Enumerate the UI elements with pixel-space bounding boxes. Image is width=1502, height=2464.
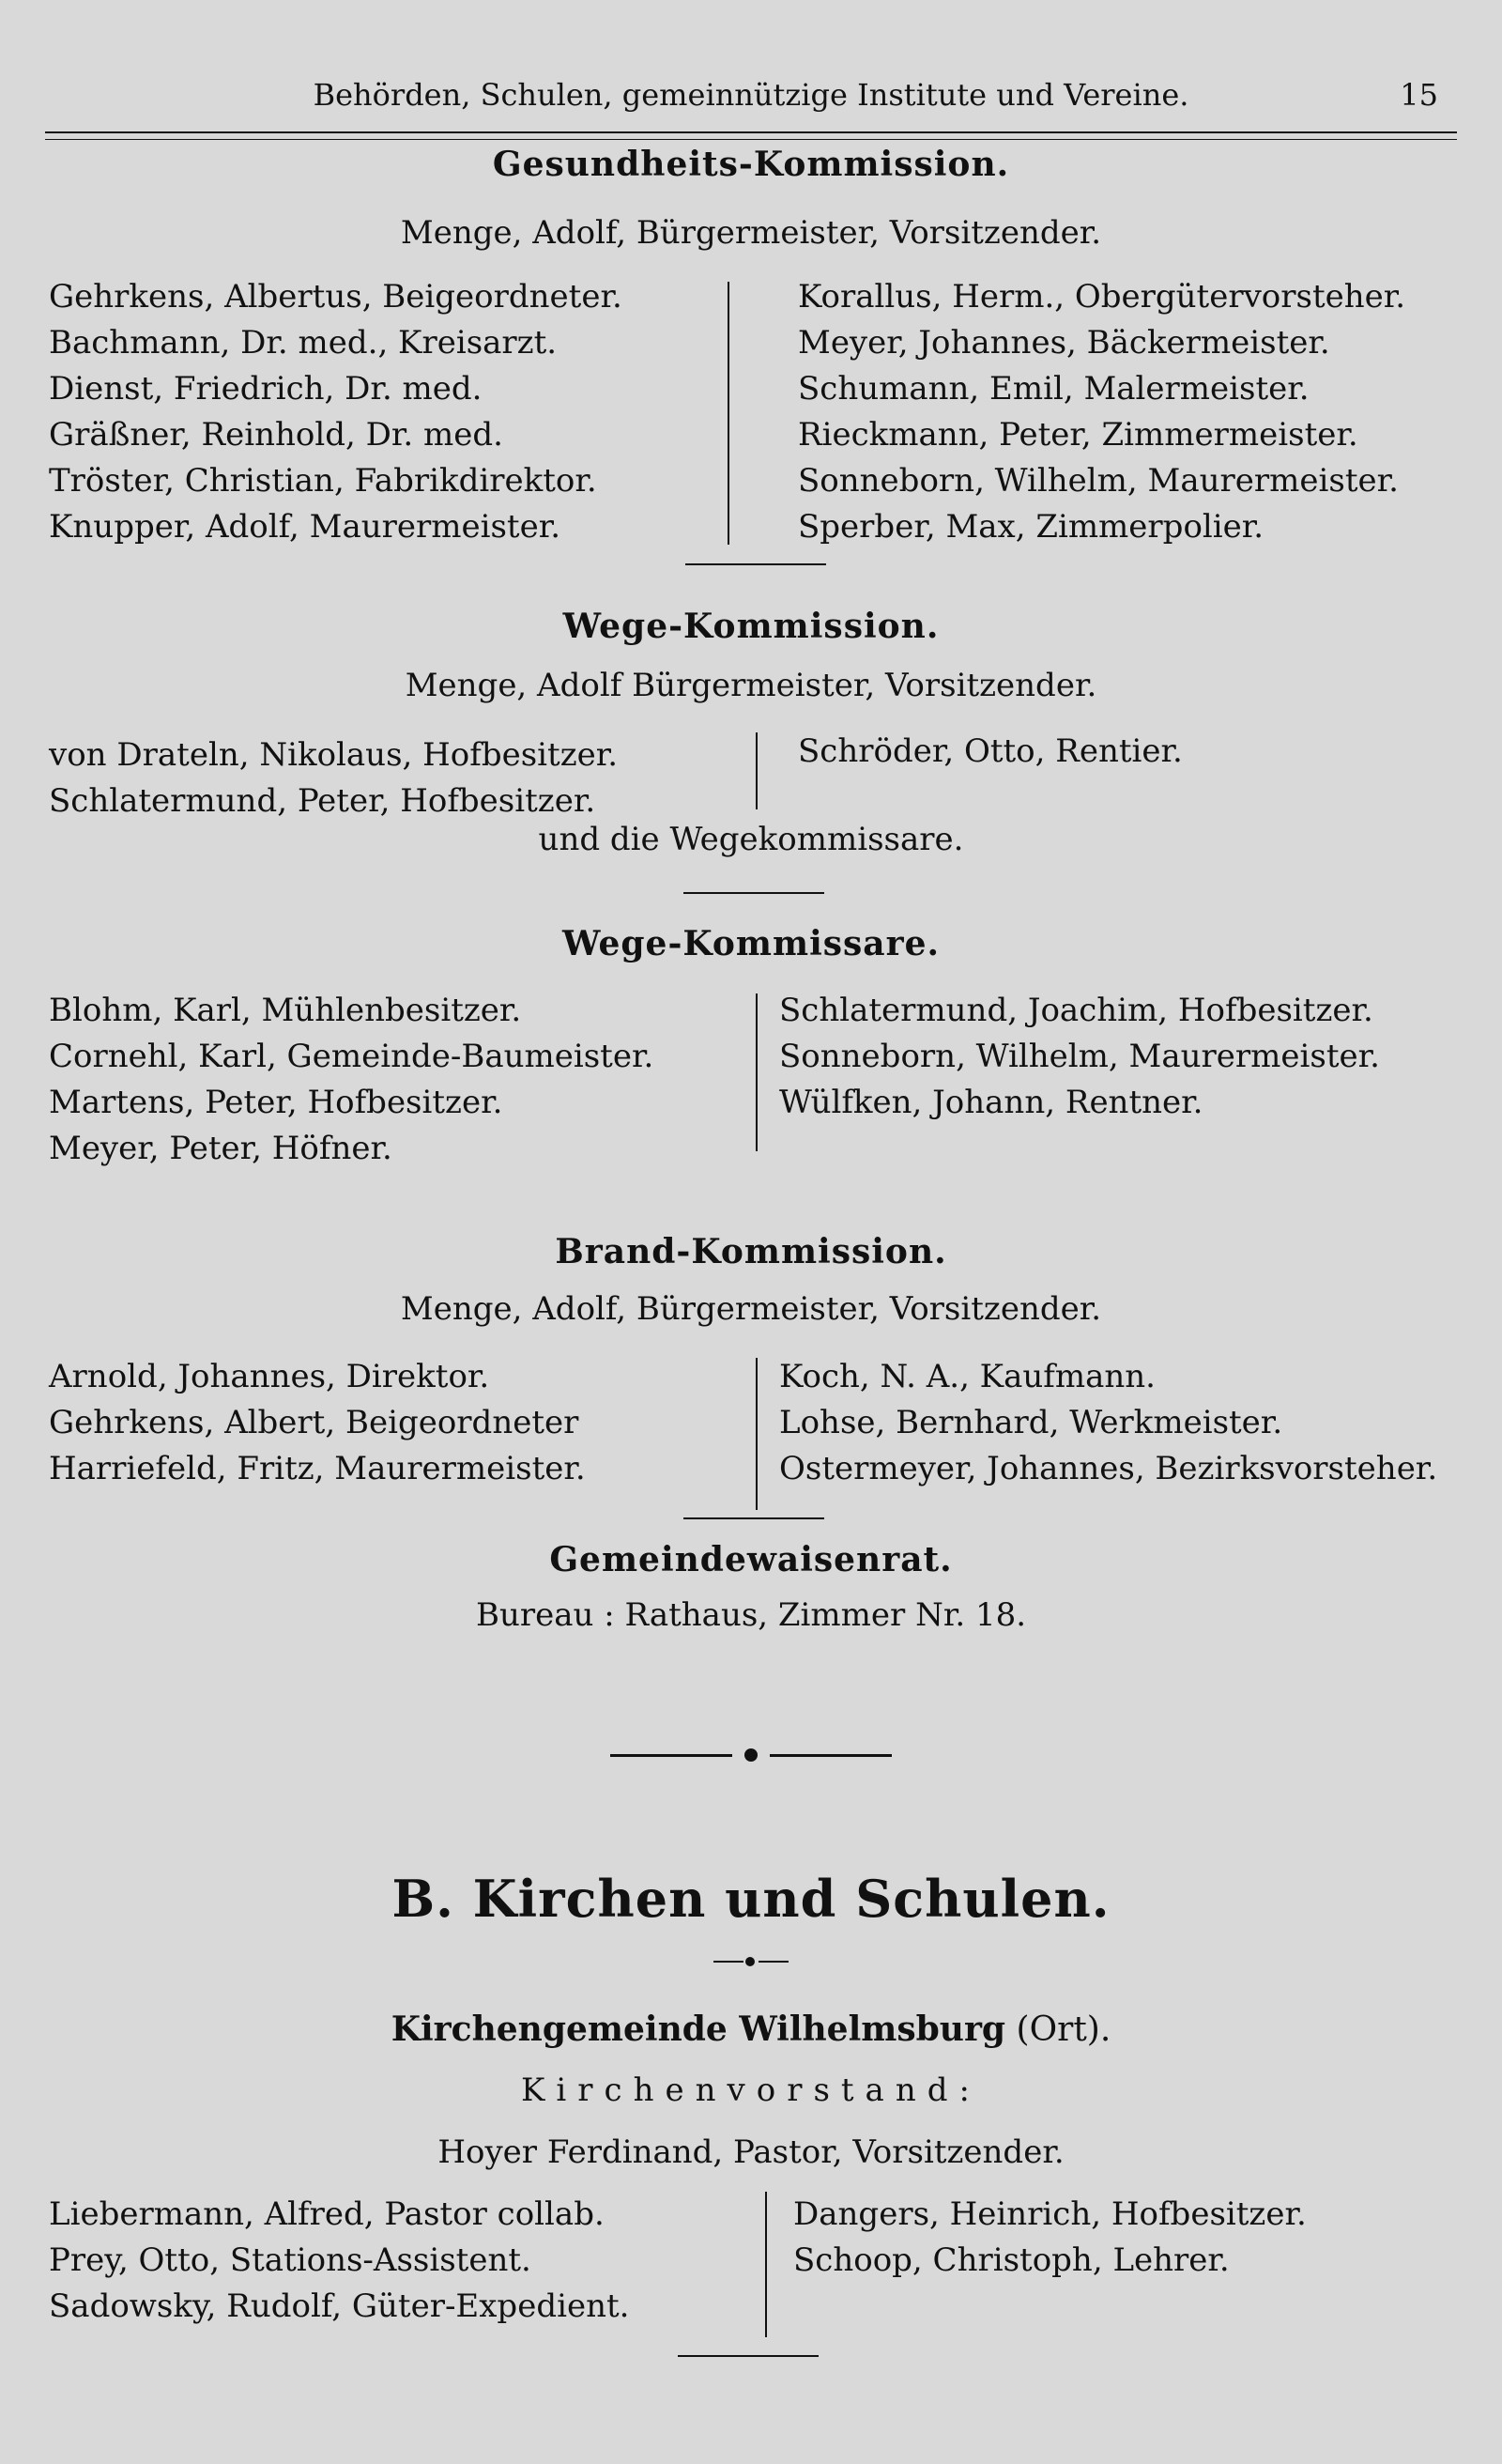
- member-entry: Meyer, Peter, Höfner.: [49, 1130, 392, 1167]
- member-entry: Sperber, Max, Zimmerpolier.: [798, 508, 1264, 546]
- section-separator: [678, 2355, 819, 2357]
- member-entry: Sonneborn, Wilhelm, Maurermeister.: [798, 462, 1399, 500]
- member-entry: Schumann, Emil, Malermeister.: [798, 370, 1310, 408]
- brand-chair: Menge, Adolf, Bürgermeister, Vorsitzender.: [400, 1290, 1102, 1328]
- member-entry: Arnold, Johannes, Direktor.: [49, 1358, 490, 1395]
- member-entry: Schlatermund, Joachim, Hofbesitzer.: [779, 992, 1373, 1029]
- gesundheit-left-column: [49, 274, 622, 550]
- brand-right-column: [779, 1354, 1437, 1492]
- member-entry: Gehrkens, Albert, Beigeordneter: [49, 1404, 579, 1441]
- member-entry: Meyer, Johannes, Bäckermeister.: [798, 324, 1330, 362]
- kirchengemeinde-left-column: [49, 2192, 629, 2330]
- member-entry: Gräßner, Reinhold, Dr. med.: [49, 416, 503, 454]
- member-entry: Prey, Otto, Stations-Assistent.: [49, 2241, 531, 2279]
- member-entry: Schlatermund, Peter, Hofbesitzer.: [49, 782, 596, 820]
- header-title: Behörden, Schulen, gemeinnützige Institute und Vereine.: [313, 77, 1189, 113]
- page-number: 15: [1400, 77, 1438, 113]
- member-entry: Ostermeyer, Johannes, Bezirksvorsteher.: [779, 1450, 1438, 1487]
- wege-chair: Menge, Adolf Bürgermeister, Vorsitzender.: [405, 667, 1097, 704]
- member-entry: Korallus, Herm., Obergütervorsteher.: [798, 278, 1406, 316]
- member-entry: Sonneborn, Wilhelm, Maurermeister.: [779, 1038, 1380, 1075]
- ornament-small: [713, 1953, 789, 1972]
- ornament-divider: [610, 1747, 892, 1765]
- header-rule: [45, 131, 1457, 133]
- member-entry: Blohm, Karl, Mühlenbesitzer.: [49, 992, 522, 1029]
- section-title-brand: Brand-Kommission.: [555, 1232, 947, 1271]
- ornament-bar: [770, 1754, 892, 1757]
- member-entry: Dienst, Friedrich, Dr. med.: [49, 370, 483, 408]
- wegekommissare-left-column: [49, 988, 653, 1172]
- ornament-bar: [759, 1961, 789, 1963]
- member-entry: Cornehl, Karl, Gemeinde-Baumeister.: [49, 1038, 654, 1075]
- section-title-gesundheit: Gesundheits-Kommission.: [492, 145, 1010, 184]
- member-entry: Rieckmann, Peter, Zimmermeister.: [798, 416, 1358, 454]
- member-entry: Gehrkens, Albertus, Beigeordneter.: [49, 278, 622, 316]
- wegekommissare-right-column: [779, 988, 1380, 1126]
- ornament-dot: [745, 1957, 755, 1966]
- section-separator: [685, 563, 826, 565]
- member-entry: Lohse, Bernhard, Werkmeister.: [779, 1404, 1283, 1441]
- member-entry: Dangers, Heinrich, Hofbesitzer.: [793, 2195, 1307, 2233]
- member-entry: von Drateln, Nikolaus, Hofbesitzer.: [49, 736, 619, 774]
- member-entry: Wülfken, Johann, Rentner.: [779, 1084, 1203, 1121]
- section-title-waisenrat: Gemeindewaisenrat.: [549, 1540, 953, 1579]
- kirchenvorstand-subtitle: Kirchenvorstand:: [521, 2071, 981, 2109]
- member-entry: Sadowsky, Rudolf, Güter-Expedient.: [49, 2287, 630, 2325]
- wege-right-column: [798, 729, 1183, 775]
- running-header: [45, 73, 1457, 120]
- gesundheit-chair: Menge, Adolf, Bürgermeister, Vorsitzender.: [400, 214, 1102, 252]
- section-b-heading: B. Kirchen und Schulen.: [391, 1869, 1111, 1929]
- column-divider: [756, 732, 758, 809]
- column-divider: [756, 993, 758, 1151]
- kirchengemeinde-suffix: (Ort).: [1005, 2010, 1111, 2049]
- header-rule-thin: [45, 139, 1457, 140]
- member-entry: Schröder, Otto, Rentier.: [798, 732, 1183, 770]
- wege-footer: und die Wegekommissare.: [538, 821, 964, 858]
- ornament-dot: [744, 1748, 758, 1762]
- member-entry: Tröster, Christian, Fabrikdirektor.: [49, 462, 597, 500]
- member-entry: Koch, N. A., Kaufmann.: [779, 1358, 1156, 1395]
- column-divider: [765, 2192, 767, 2337]
- column-divider: [728, 282, 729, 545]
- kirchengemeinde-chair: Hoyer Ferdinand, Pastor, Vorsitzender.: [437, 2133, 1065, 2171]
- column-divider: [756, 1358, 758, 1510]
- kirchengemeinde-title: [0, 2010, 1502, 2049]
- kirchengemeinde-right-column: [793, 2192, 1307, 2284]
- ornament-bar: [713, 1961, 743, 1963]
- member-entry: Liebermann, Alfred, Pastor collab.: [49, 2195, 605, 2233]
- member-entry: Bachmann, Dr. med., Kreisarzt.: [49, 324, 558, 362]
- member-entry: Harriefeld, Fritz, Maurermeister.: [49, 1450, 586, 1487]
- member-entry: Knupper, Adolf, Maurermeister.: [49, 508, 561, 546]
- waisenrat-bureau: Bureau : Rathaus, Zimmer Nr. 18.: [475, 1596, 1027, 1634]
- ornament-bar: [610, 1754, 732, 1757]
- section-title-wegekommissare: Wege-Kommissare.: [561, 924, 941, 963]
- brand-left-column: [49, 1354, 586, 1492]
- wege-left-column: [49, 732, 618, 824]
- section-title-wege: Wege-Kommission.: [562, 607, 940, 646]
- kirchengemeinde-name: Kirchengemeinde Wilhelmsburg: [391, 2010, 1006, 2049]
- section-separator: [683, 1517, 824, 1519]
- gesundheit-right-column: [798, 274, 1405, 550]
- member-entry: Schoop, Christoph, Lehrer.: [793, 2241, 1230, 2279]
- member-entry: Martens, Peter, Hofbesitzer.: [49, 1084, 503, 1121]
- section-separator: [683, 892, 824, 894]
